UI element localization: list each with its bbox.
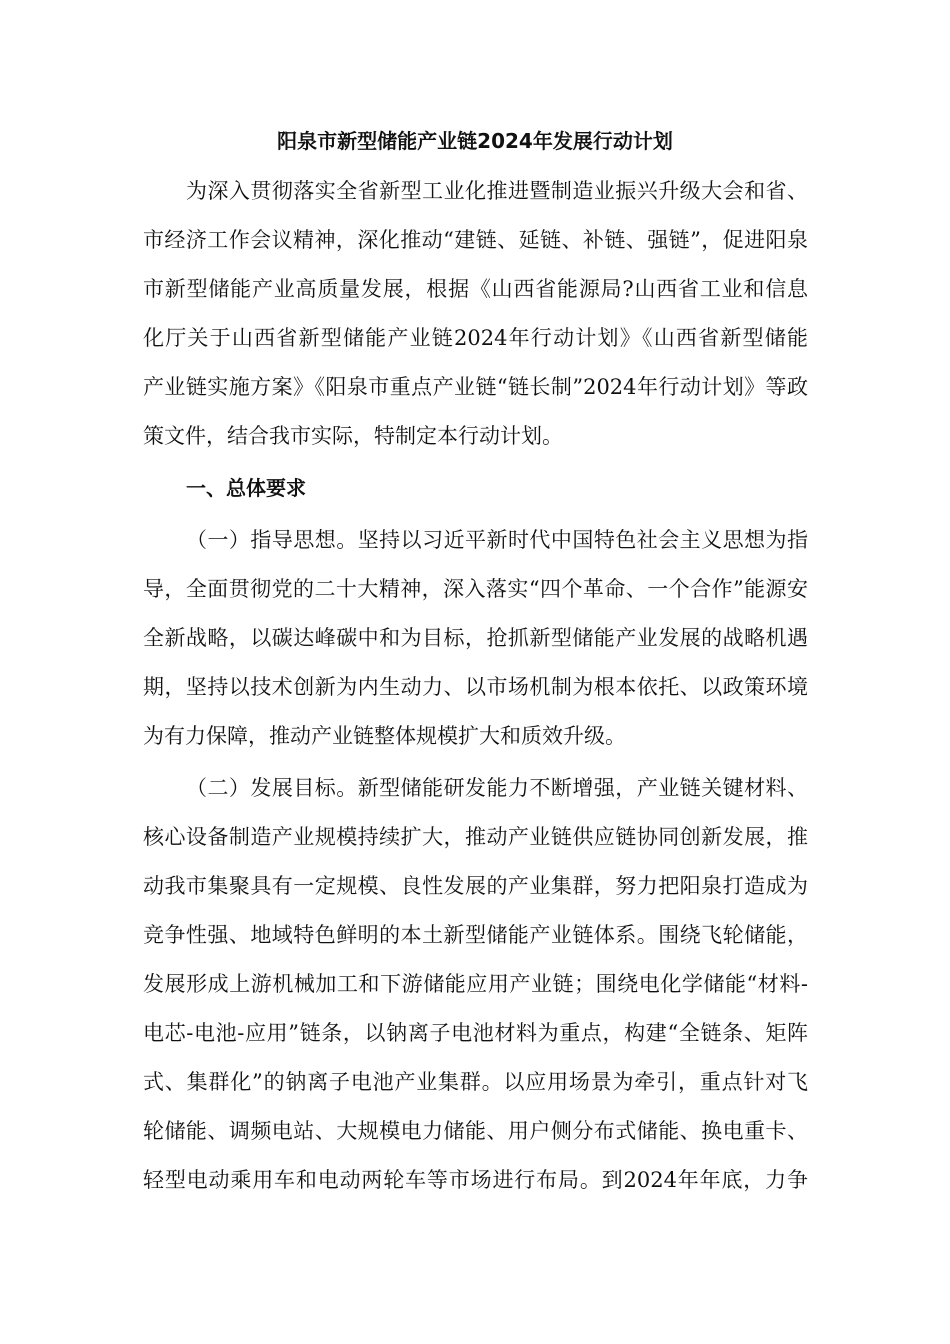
section-heading: 一、总体要求 (186, 476, 306, 500)
paragraph-line: 产业链实施方案》《阳泉市重点产业链“链长制”2024年行动计划》等政 (143, 375, 808, 399)
paragraph-line: 策文件，结合我市实际，特制定本行动计划。 (143, 424, 563, 448)
paragraph-line: 轮储能、调频电站、大规模电力储能、用户侧分布式储能、换电重卡、 (143, 1119, 808, 1143)
paragraph-line: 轻型电动乘用车和电动两轮车等市场进行布局。到2024年年底，力争 (143, 1168, 808, 1192)
paragraph-line: 为深入贯彻落实全省新型工业化推进暨制造业振兴升级大会和省、 (186, 179, 808, 203)
paragraph-line: 为有力保障，推动产业链整体规模扩大和质效升级。 (143, 724, 626, 748)
paragraph-line: 动我市集聚具有一定规模、良性发展的产业集群，努力把阳泉打造成为 (143, 874, 808, 898)
paragraph-line: 式、集群化”的钠离子电池产业集群。以应用场景为牵引，重点针对飞 (143, 1070, 808, 1094)
paragraph-line: 化厅关于山西省新型储能产业链2024年行动计划》《山西省新型储能 (143, 326, 808, 350)
paragraph-line: 导，全面贯彻党的二十大精神，深入落实“四个革命、一个合作”能源安 (143, 577, 808, 601)
paragraph-line: 期，坚持以技术创新为内生动力、以市场机制为根本依托、以政策环境 (143, 675, 808, 699)
paragraph-line: 电芯-电池-应用”链条，以钠离子电池材料为重点，构建“全链条、矩阵 (143, 1021, 808, 1045)
paragraph-line: 核心设备制造产业规模持续扩大，推动产业链供应链协同创新发展，推 (143, 825, 808, 849)
paragraph-line: （一）指导思想。坚持以习近平新时代中国特色社会主义思想为指 (186, 528, 808, 552)
paragraph-line: 发展形成上游机械加工和下游储能应用产业链；围绕电化学储能“材料- (143, 972, 808, 996)
paragraph-line: （二）发展目标。新型储能研发能力不断增强，产业链关键材料、 (186, 776, 808, 800)
document-title: 阳泉市新型储能产业链2024年发展行动计划 (277, 129, 673, 153)
paragraph-line: 市新型储能产业高质量发展，根据《山西省能源局?山西省工业和信息 (143, 277, 808, 301)
paragraph-line: 市经济工作会议精神，深化推动“建链、延链、补链、强链”，促进阳泉 (143, 228, 808, 252)
paragraph-line: 竞争性强、地域特色鲜明的本土新型储能产业链体系。围绕飞轮储能， (143, 923, 808, 947)
paragraph-line: 全新战略，以碳达峰碳中和为目标，抢抓新型储能产业发展的战略机遇 (143, 626, 808, 650)
